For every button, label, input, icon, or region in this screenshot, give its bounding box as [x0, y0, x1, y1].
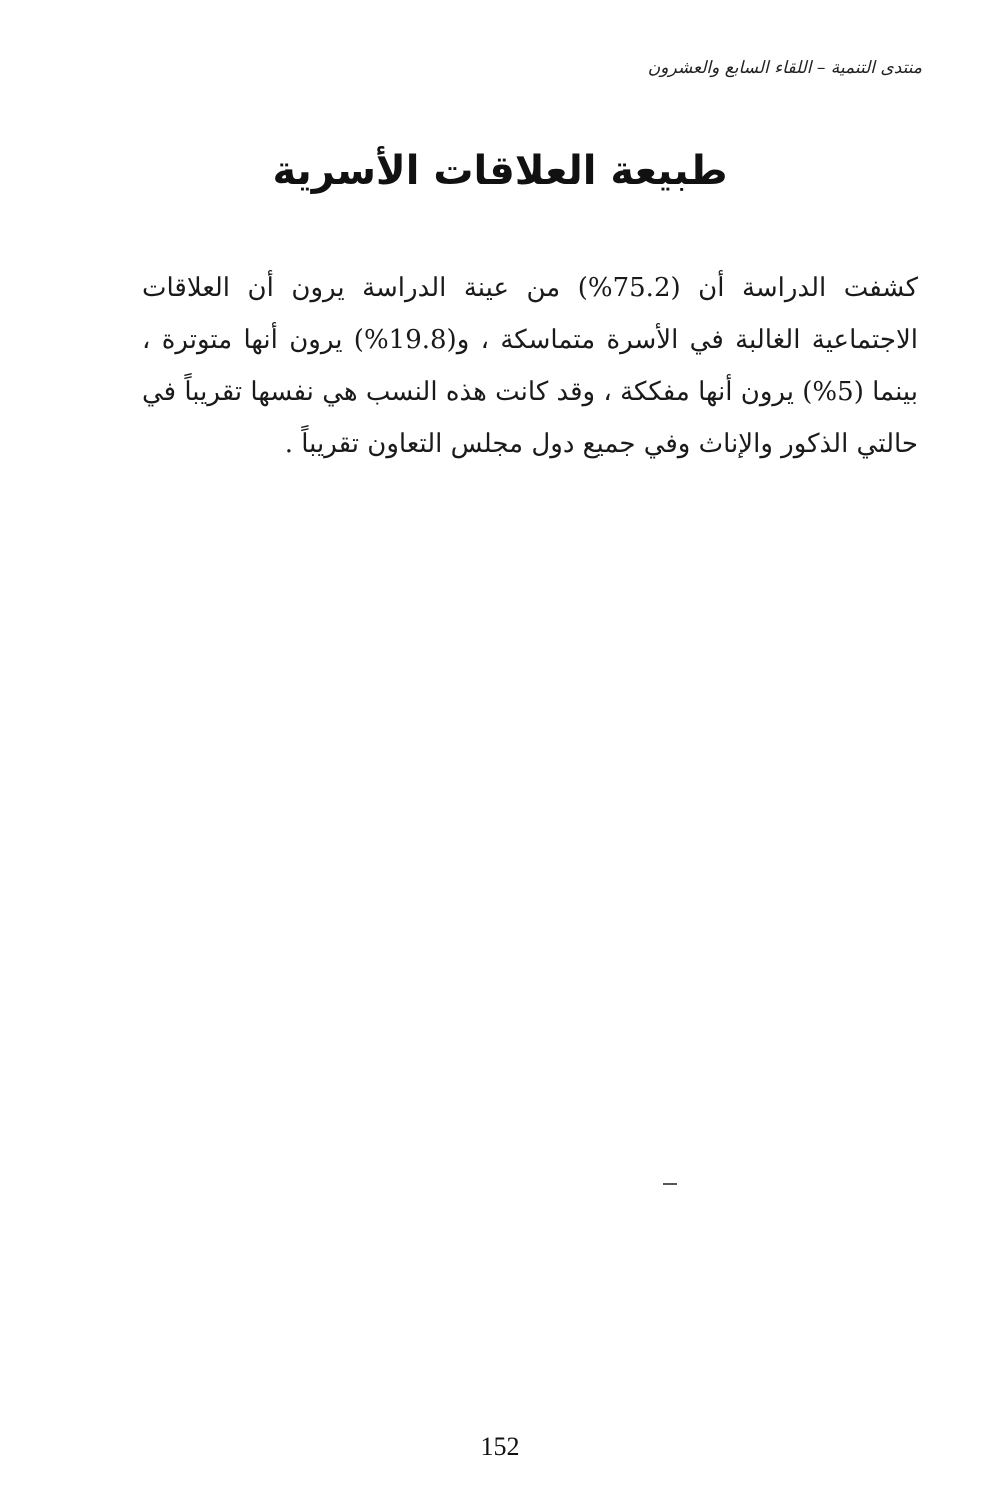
scan-mark	[663, 1183, 677, 1185]
page-number: 152	[480, 1432, 520, 1461]
body-paragraph: كشفت الدراسة أن (75.2%) من عينة الدراسة يرون أن العلاقات الاجتماعية الغالبة في الأسرة متماسكة ، و(19.8%) يرون أنها متوترة ، بينما (5%) يرون أنها مفككة ، وقد كانت هذه النسب هي نفسها تقريباً في حالتي الذكور والإناث وفي جميع دول مجلس التعاون تقريباً .	[142, 273, 918, 459]
running-header: منتدى التنمية – اللقاء السابع والعشرون	[647, 58, 922, 78]
section-title: طبيعة العلاقات الأسرية	[272, 148, 728, 194]
